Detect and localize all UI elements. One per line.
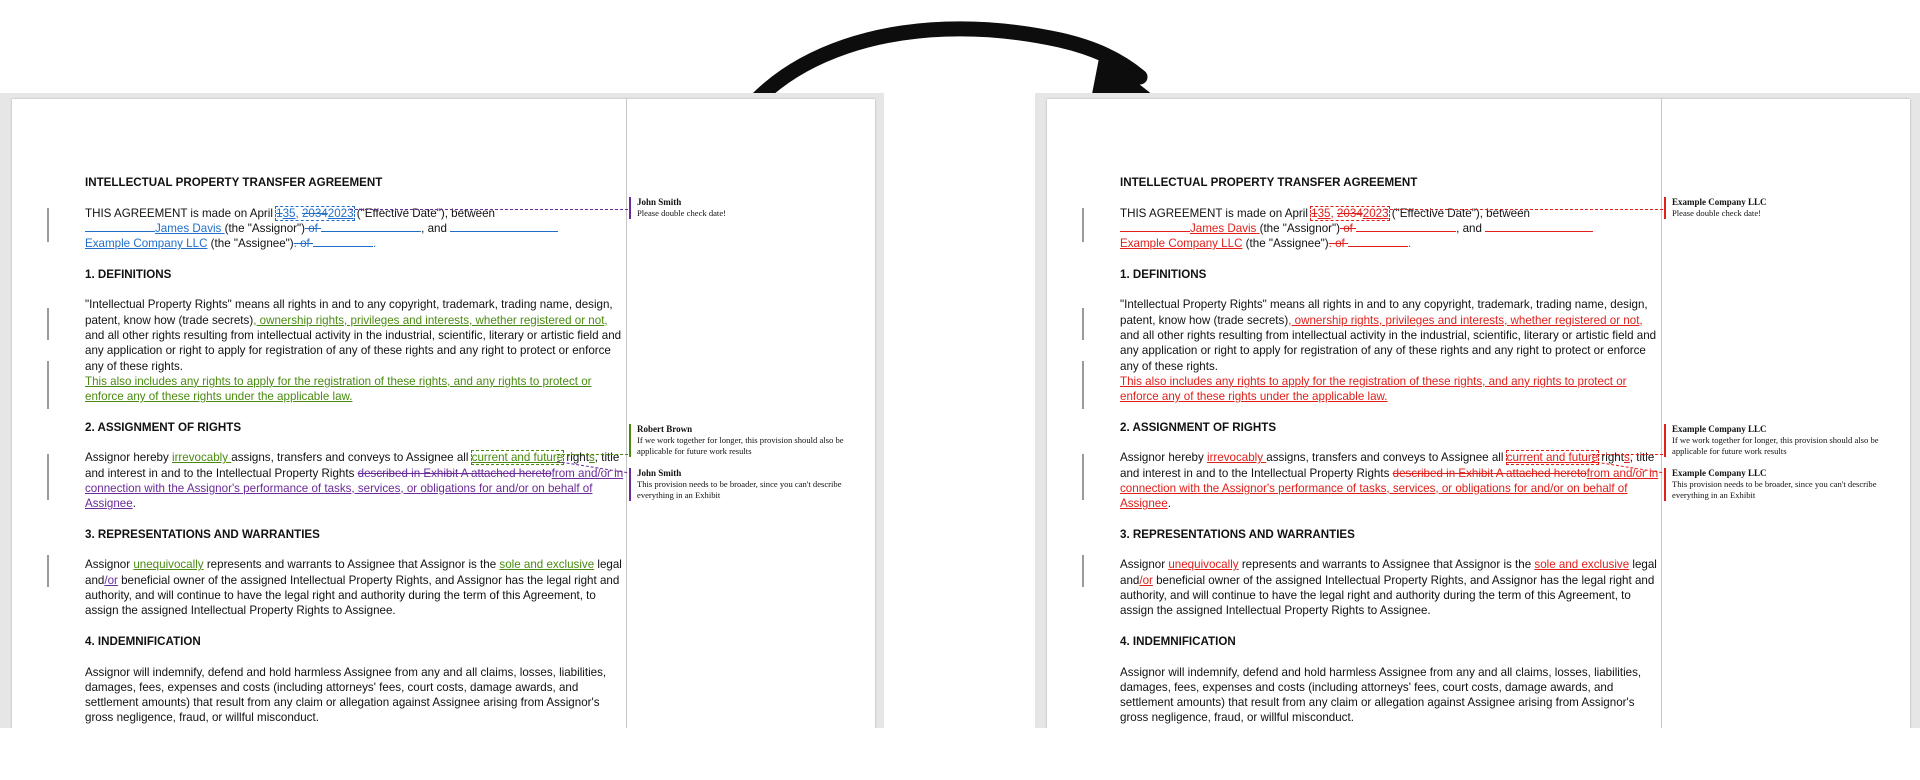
assignment-paragraph: Assignor hereby irrevocably assigns, transfers and conveys to Assignee all current and future rights, title and interest in and to the Intellectual Property Rights described in Exhibit A attached heretofrom and/or in connection with the Assignor's performance of tasks, services, or obligations for and/or on behalf of Assignee. xyxy=(1120,451,1659,511)
comment-connector xyxy=(1385,209,1663,210)
comment-card[interactable] xyxy=(629,468,877,501)
comment-margin-divider xyxy=(1661,99,1662,728)
document-page xyxy=(12,99,875,728)
comment-author: John Smith xyxy=(637,197,682,207)
assignment-paragraph: Assignor hereby irrevocably assigns, transfers and conveys to Assignee all current and future rights, title and interest in and to the Intellectual Property Rights described in Exhibit A attached heretofrom and/or in connection with the Assignor's performance of tasks, services, or obligations for and/or on behalf of Assignee. xyxy=(85,451,624,511)
section-heading: 1. DEFINITIONS xyxy=(85,267,172,281)
warranties-paragraph: Assignor unequivocally represents and warrants to Assignee that Assignor is the sole and exclusive legal and/or beneficial owner of the assigned Intellectual Property Rights, and Assignor has the legal right and authority, and will continue to have the legal right and authority during the term of this Agreement, to assign the assigned Intellectual Property Rights to Assignee. xyxy=(1120,558,1657,618)
date-change[interactable]: 135, 20342023 xyxy=(276,206,354,220)
section-heading: 3. REPRESENTATIONS AND WARRANTIES xyxy=(1120,527,1355,541)
comment-author: Example Company LLC xyxy=(1672,424,1767,434)
comment-card[interactable] xyxy=(1664,468,1912,501)
change-bar xyxy=(1082,555,1084,587)
indemnification-paragraph: Assignor will indemnify, defend and hold harmless Assignee from any and all claims, losses, liabilities, damages, fees, expenses and costs (including attorneys' fees, court costs, damage awards, and settlement amounts) that result from any claim or allegation against Assignee arising from Assignor's gross negligence, fraud, or willful misconduct. xyxy=(85,665,607,725)
document-title: INTELLECTUAL PROPERTY TRANSFER AGREEMENT xyxy=(85,176,383,189)
intro-paragraph: THIS AGREEMENT is made on April 135, 20342023 ("Effective Date"), between James Davis (the "Assignor") of , and Example Company LLC (the "Assignee"). of . xyxy=(85,206,625,252)
section-heading: 4. INDEMNIFICATION xyxy=(1120,634,1236,648)
comment-text: This provision needs to be broader, since you can't describe everything in an Exhibit xyxy=(637,479,842,500)
assignee-name-insert: Example Company LLC xyxy=(85,237,208,251)
comment-connector xyxy=(557,454,628,455)
comment-card[interactable] xyxy=(1664,197,1912,219)
change-bar xyxy=(1082,454,1084,500)
anonymized-document-view xyxy=(1035,93,1920,728)
document-body xyxy=(1120,175,1660,728)
comment-author: Example Company LLC xyxy=(1672,468,1767,478)
comment-connector xyxy=(1592,454,1663,455)
comment-connector xyxy=(350,209,628,210)
comment-author: John Smith xyxy=(637,468,682,478)
comment-text: Please double check date! xyxy=(1672,208,1762,218)
definitions-paragraph: "Intellectual Property Rights" means all rights in and to any copyright, trademark, trading name, design, patent, know how (trade secrets), ownership rights, privileges and interests, whether registered or not, and all other rights resulting from intellectual activity in the industrial, scientific, literary or artistic field and any application or right to apply for registration of any of these rights and any right to protect or enforce any of these rights. This also includes any rights to apply for the registration of these rights, and any rights to protect or enforce any of these rights under the applicable law. xyxy=(1120,298,1657,404)
change-bar xyxy=(1082,308,1084,340)
comment-text: Please double check date! xyxy=(637,208,727,218)
section-heading: 3. REPRESENTATIONS AND WARRANTIES xyxy=(85,527,320,541)
warranties-paragraph: Assignor unequivocally represents and warrants to Assignee that Assignor is the sole and exclusive legal and/or beneficial owner of the assigned Intellectual Property Rights, and Assignor has the legal right and authority, and will continue to have the legal right and authority during the term of this Agreement, to assign the assigned Intellectual Property Rights to Assignee. xyxy=(85,558,622,618)
change-bar xyxy=(47,361,49,409)
assignor-name-insert: James Davis xyxy=(85,222,225,235)
comment-author: Robert Brown xyxy=(637,424,693,434)
document-page xyxy=(1047,99,1910,728)
document-body xyxy=(85,175,625,728)
intro-paragraph: THIS AGREEMENT is made on April 135, 20342023 ("Effective Date"), between James Davis (the "Assignor") of , and Example Company LLC (the "Assignee"). of . xyxy=(1120,206,1660,252)
assignee-name-insert: Example Company LLC xyxy=(1120,237,1243,251)
indemnification-paragraph: Assignor will indemnify, defend and hold harmless Assignee from any and all claims, losses, liabilities, damages, fees, expenses and costs (including attorneys' fees, court costs, damage awards, and settlement amounts) that result from any claim or allegation against Assignee arising from Assignor's gross negligence, fraud, or willful misconduct. xyxy=(1120,665,1642,725)
change-bar xyxy=(47,454,49,500)
comment-card[interactable] xyxy=(1664,424,1912,457)
change-bar xyxy=(1082,361,1084,409)
date-change[interactable]: 135, 20342023 xyxy=(1311,206,1389,220)
change-bar xyxy=(47,208,49,242)
comment-text: This provision needs to be broader, since you can't describe everything in an Exhibit xyxy=(1672,479,1877,500)
comment-text: If we work together for longer, this provision should also be applicable for future work results xyxy=(1672,435,1879,456)
comment-card[interactable] xyxy=(629,197,877,219)
change-bar xyxy=(1082,208,1084,242)
comment-text: If we work together for longer, this provision should also be applicable for future work results xyxy=(637,435,844,456)
comment-author: Example Company LLC xyxy=(1672,197,1767,207)
section-heading: 4. INDEMNIFICATION xyxy=(85,634,201,648)
change-bar xyxy=(47,555,49,587)
comment-margin-divider xyxy=(626,99,627,728)
assignor-name-insert: James Davis xyxy=(1120,222,1260,235)
section-heading: 2. ASSIGNMENT OF RIGHTS xyxy=(85,420,242,434)
original-document-view xyxy=(0,93,884,728)
comment-card[interactable] xyxy=(629,424,877,457)
section-heading: 1. DEFINITIONS xyxy=(1120,267,1207,281)
section-heading: 2. ASSIGNMENT OF RIGHTS xyxy=(1120,420,1277,434)
document-title: INTELLECTUAL PROPERTY TRANSFER AGREEMENT xyxy=(1120,176,1418,189)
definitions-paragraph: "Intellectual Property Rights" means all rights in and to any copyright, trademark, trading name, design, patent, know how (trade secrets), ownership rights, privileges and interests, whether registered or not, and all other rights resulting from intellectual activity in the industrial, scientific, literary or artistic field and any application or right to apply for registration of any of these rights and any right to protect or enforce any of these rights. This also includes any rights to apply for the registration of these rights, and any rights to protect or enforce any of these rights under the applicable law. xyxy=(85,298,622,404)
change-bar xyxy=(47,308,49,340)
